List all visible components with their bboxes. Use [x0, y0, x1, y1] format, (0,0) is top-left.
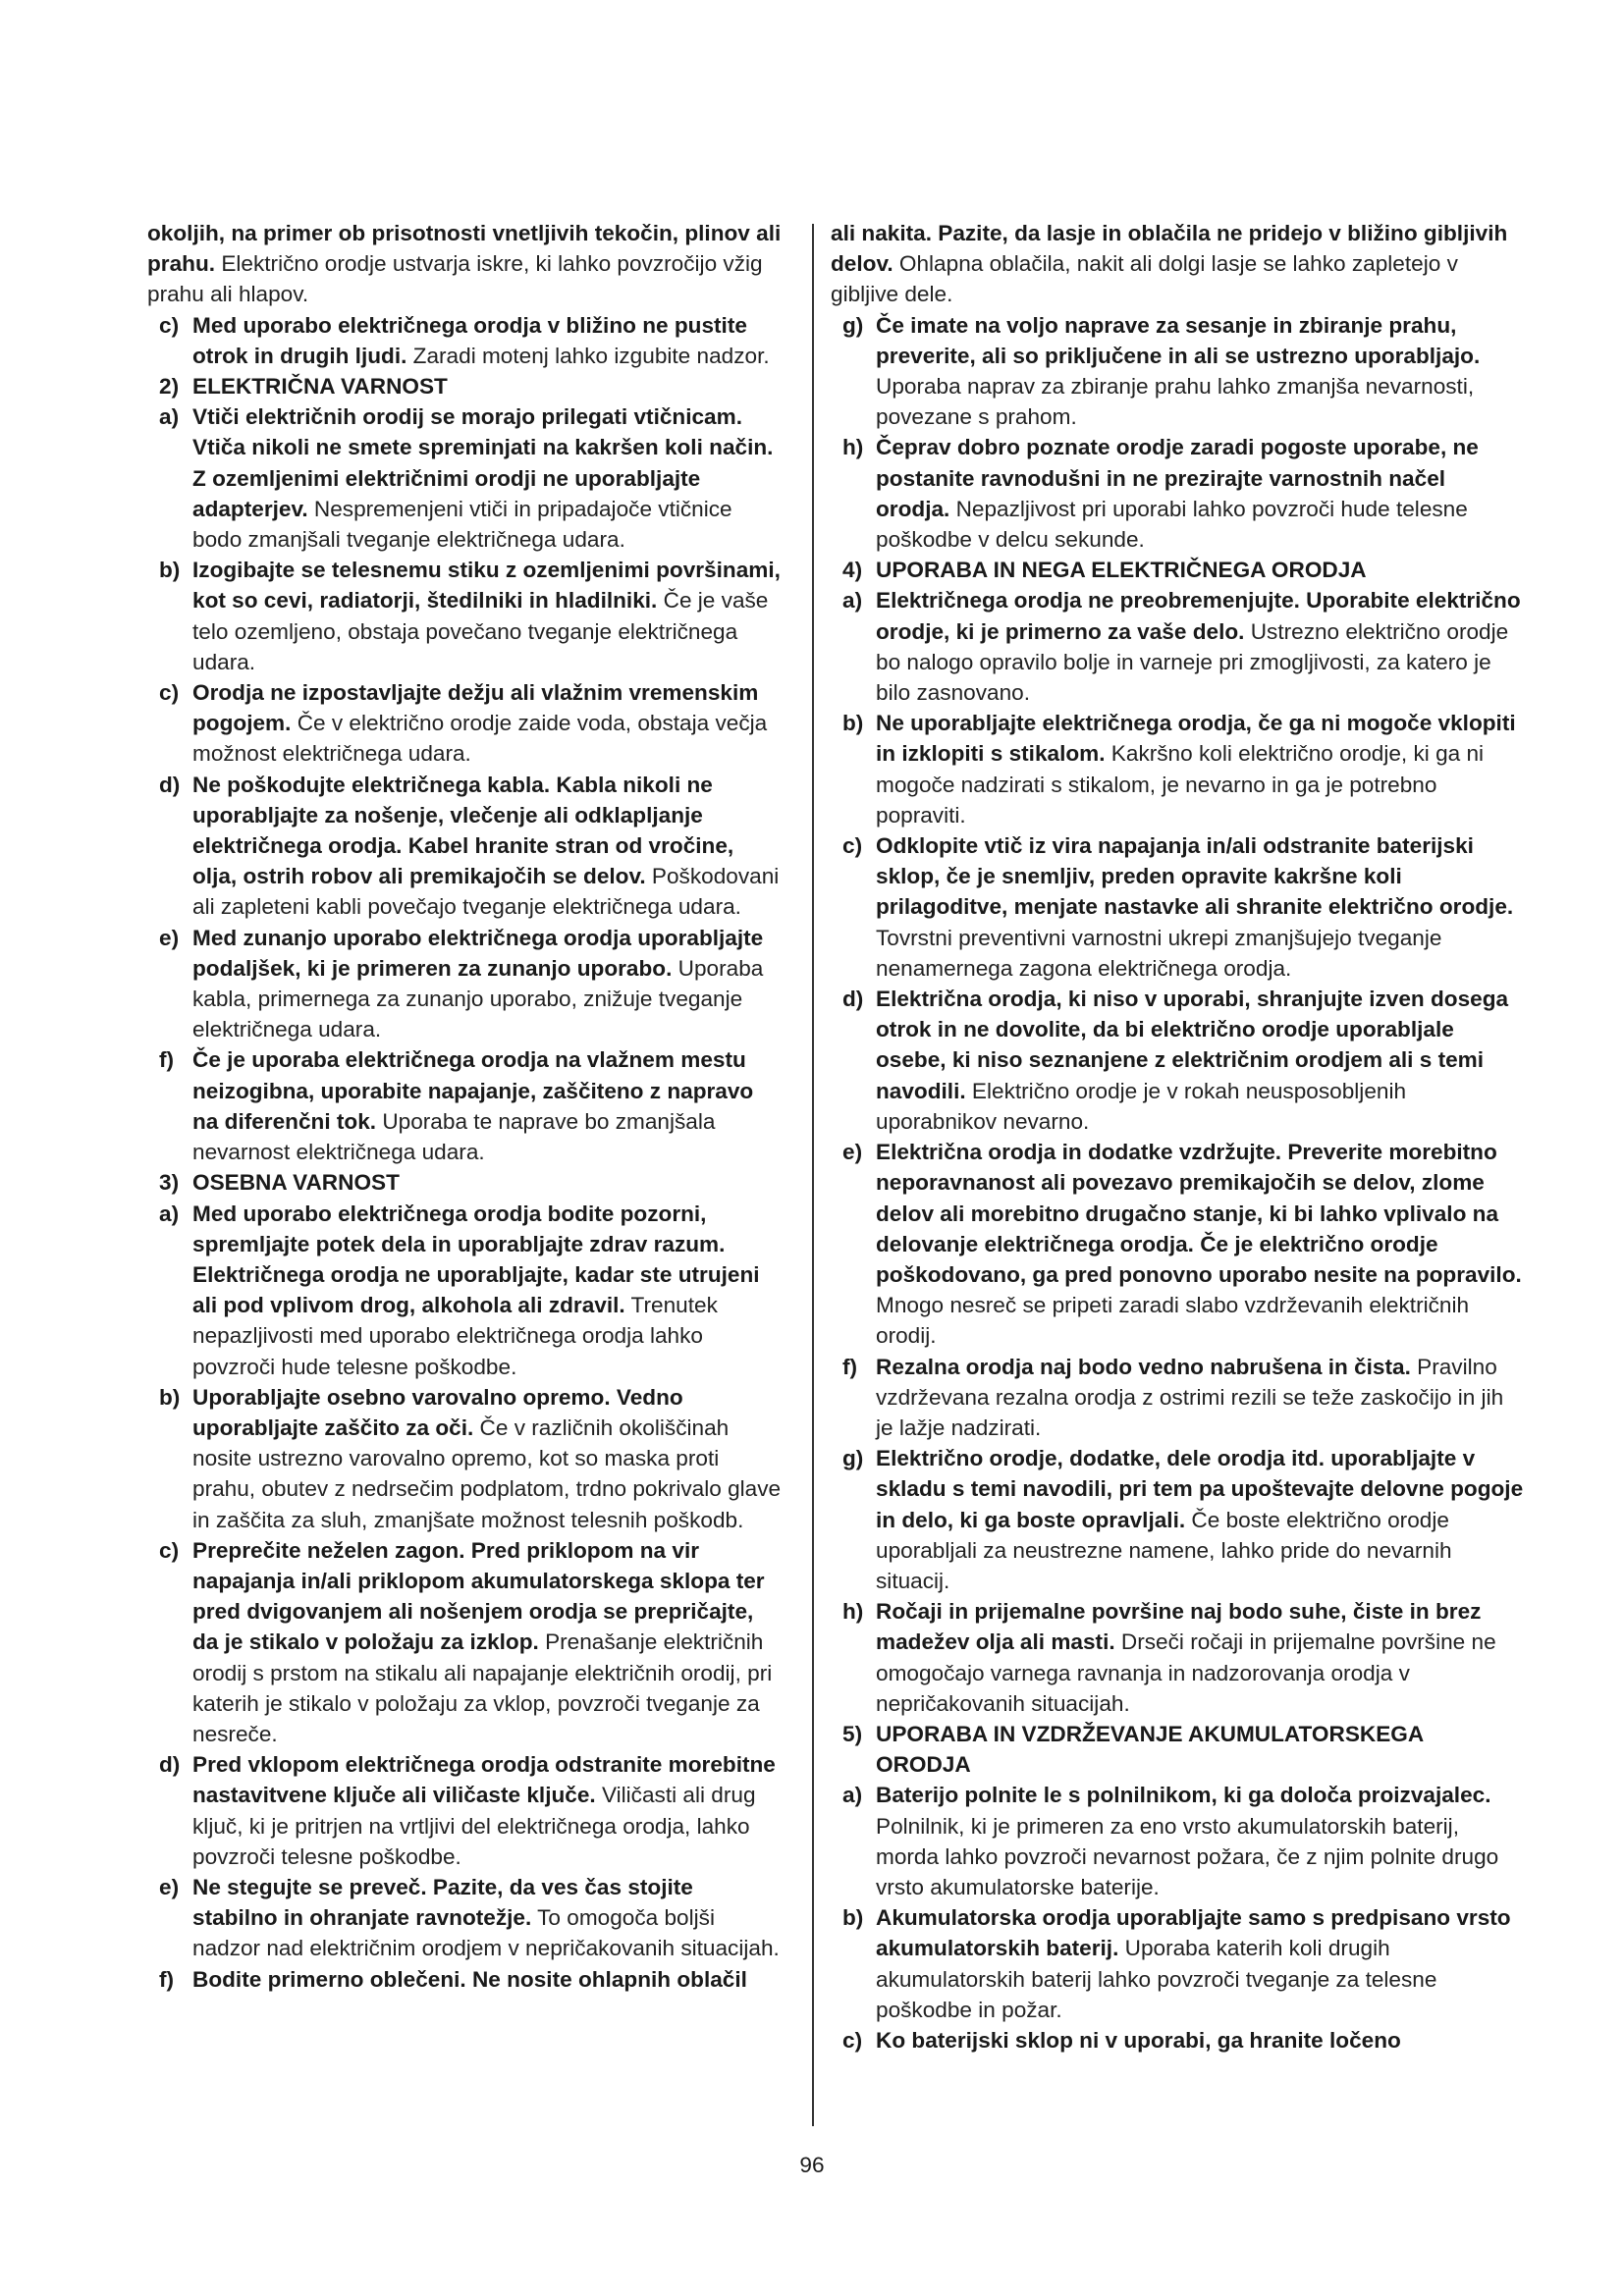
list-item — [831, 2025, 1524, 2056]
item-instruction: Električna orodja in dodatke vzdržujte. Preverite morebitno neporavnanost ali povezavo premikajočih se delov, zlome delov ali morebitno drugačno stanje, ki bi lahko vplivalo na delovanje električnega orodja. Če je električno orodje poškodovano, ga pred ponovno uporabo nesite na popravilo. — [876, 1140, 1522, 1287]
item-instruction: ali nakita. Pazite, da lasje in oblačila ne pridejo v bližino gibljivih delov. — [831, 221, 1508, 277]
item-label: h) — [842, 1599, 864, 1625]
item-explanation: Polnilnik, ki je primeren za eno vrsto akumulatorskih baterij, morda lahko povzroči nevarnost požara, če z njim polnite drugo vrsto akumulatorske baterije. — [876, 1813, 1499, 1899]
list-item — [147, 1199, 784, 1382]
item-instruction: Ročaji in prijemalne površine naj bodo suhe, čiste in brez madežev olja ali masti. — [876, 1599, 1482, 1655]
item-explanation: Ohlapna oblačila, nakit ali dolgi lasje se lahko zapletejo v gibljive dele. — [831, 251, 1458, 307]
item-instruction: Izogibajte se telesnemu stiku z ozemljenimi površinami, kot so cevi, radiatorji, štedilniki in hladilniki. — [192, 558, 781, 614]
item-explanation: Poškodovani ali zapleteni kabli povečajo tveganje električnega udara. — [192, 864, 780, 920]
column-divider — [812, 224, 814, 2126]
item-explanation: Če boste električno orodje uporabljali za neustrezne namene, lahko pride do nevarnih situacij. — [876, 1507, 1452, 1593]
item-explanation: Uporaba katerih koli drugih akumulatorskih baterij lahko povzroči tveganje za telesne poškodbe in požar. — [876, 1936, 1437, 2022]
item-explanation: Kakršno koli električno orodje, ki ga ni mogoče nadzirati s stikalom, je nevarno in ga je potrebno popraviti. — [876, 741, 1485, 828]
item-explanation: Nepazljivost pri uporabi lahko povzroči hude telesne poškodbe v delcu sekunde. — [876, 496, 1468, 553]
item-label: f) — [159, 1047, 175, 1073]
list-item — [831, 310, 1524, 433]
item-label: b) — [159, 1384, 181, 1410]
list-item — [147, 1382, 784, 1535]
item-instruction: Orodja ne izpostavljajte dežju ali vlažnim vremenskim pogojem. — [192, 680, 759, 736]
item-label: c) — [842, 2027, 863, 2053]
item-instruction: Pred vklopom električnega orodja odstranite morebitne nastavitvene ključe ali viličaste ključe. — [192, 1752, 776, 1808]
item-instruction: Med uporabo električnega orodja bodite pozorni, spremljajte potek dela in uporabljajte zdrav razum. Električnega orodja ne uporabljajte, kadar ste utrujeni ali pod vplivom drog, alkohola ali zdravil. — [192, 1201, 760, 1318]
item-instruction: Med uporabo električnega orodja v bližino ne pustite otrok in drugih ljudi. — [192, 312, 747, 368]
page-number: 96 — [799, 2153, 825, 2177]
list-item — [831, 432, 1524, 555]
item-label: c) — [159, 1537, 180, 1563]
item-label: a) — [159, 404, 180, 430]
item-instruction: Ne stegujte se preveč. Pazite, da ves čas stojite stabilno in ohranjate ravnotežje. — [192, 1874, 693, 1931]
item-label: b) — [842, 1905, 864, 1931]
item-instruction: Preprečite neželen zagon. Pred priklopom na vir napajanja in/ali priklopom akumulatorskega sklopa ter pred dvigovanjem ali nošenjem orodja se prepričajte, da je stikalo v položaju za izklop. — [192, 1537, 765, 1655]
item-instruction: Če je uporaba električnega orodja na vlažnem mestu neizogibna, uporabite napajanje, zaščiteno z napravo na diferenčni tok. — [192, 1047, 754, 1134]
section-heading — [147, 371, 784, 401]
item-explanation: Če v električno orodje zaide voda, obstaja večja možnost električnega udara. — [192, 711, 768, 767]
list-item — [147, 1872, 784, 1964]
item-explanation: Uporaba te naprave bo zmanjšala nevarnost električnega udara. — [192, 1108, 716, 1165]
item-label: a) — [159, 1201, 180, 1226]
item-label: e) — [842, 1140, 863, 1165]
item-explanation: Uporaba kabla, primernega za zunanjo uporabo, znižuje tveganje električnega udara. — [192, 955, 764, 1042]
list-item — [147, 770, 784, 923]
list-item — [831, 1780, 1524, 1902]
item-instruction: Električno orodje, dodatke, dele orodja itd. uporabljajte v skladu s temi navodili, pri tem pa upoštevajte delovne pogoje in delo, ki ga boste opravljali. — [876, 1446, 1524, 1532]
item-instruction: okoljih, na primer ob prisotnosti vnetljivih tekočin, plinov ali prahu. — [147, 221, 782, 277]
section-number: 2) — [159, 374, 180, 400]
section-number: 5) — [842, 1721, 863, 1746]
item-instruction: Ne uporabljajte električnega orodja, če ga ni mogoče vklopiti in izklopiti s stikalom. — [876, 711, 1516, 767]
section-title: OSEBNA VARNOST — [192, 1170, 400, 1196]
item-explanation: Trenutek nepazljivosti med uporabo električnega orodja lahko povzroči hude telesne poškodbe. — [192, 1293, 718, 1379]
section-heading — [831, 1719, 1524, 1780]
list-item — [831, 984, 1524, 1137]
list-item — [147, 1749, 784, 1872]
item-label: a) — [842, 588, 863, 614]
list-item — [831, 1352, 1524, 1444]
item-instruction: Baterijo polnite le s polnilnikom, ki ga določa proizvajalec. — [876, 1783, 1491, 1808]
item-label: e) — [159, 925, 180, 950]
list-item — [147, 310, 784, 371]
list-item — [147, 555, 784, 677]
item-explanation: Uporaba naprav za zbiranje prahu lahko zmanjša nevarnosti, povezane s prahom. — [876, 374, 1475, 430]
section-number: 4) — [842, 558, 863, 583]
list-item — [831, 1137, 1524, 1351]
list-item — [831, 218, 1524, 310]
section-title: UPORABA IN NEGA ELEKTRIČNEGA ORODJA — [876, 558, 1367, 583]
item-explanation: Če v različnih okoliščinah nosite ustrezno varovalno opremo, kot so maska proti prahu, obutev z nedrsečim podplatom, trdno pokrivalo glave in zaščita za sluh, zmanjšate možnost telesnih poškodb. — [192, 1415, 782, 1532]
list-item — [147, 1044, 784, 1167]
item-instruction: Električnega orodja ne preobremenjujte. Uporabite električno orodje, ki je primerno za vaše delo. — [876, 588, 1521, 644]
item-instruction: Če imate na voljo naprave za sesanje in zbiranje prahu, preverite, ali so priključene in ali se ustrezno uporabljajo. — [876, 312, 1481, 368]
item-explanation: Viličasti ali drug ključ, ki je pritrjen na vrtljivi del električnega orodja, lahko povzroči telesne poškodbe. — [192, 1783, 756, 1869]
item-label: e) — [159, 1874, 180, 1899]
list-item — [147, 401, 784, 555]
item-instruction: Akumulatorska orodja uporabljajte samo s predpisano vrsto akumulatorskih baterij. — [876, 1905, 1511, 1961]
item-explanation: Prenašanje električnih orodij s prstom na stikalu ali napajanje električnih orodij, pri katerih je stikalo v položaju za vklop, povzroči tveganje za nesreče. — [192, 1629, 773, 1746]
item-explanation: Ustrezno električno orodje bo nalogo opravilo bolje in varneje pri zmogljivosti, za katero je bilo zasnovano. — [876, 618, 1509, 706]
item-instruction: Električna orodja, ki niso v uporabi, shranjujte izven dosega otrok in ne dovolite, da bi električno orodje uporabljale osebe, ki niso seznanjene z električnim orodjem ali s temi navodili. — [876, 987, 1509, 1103]
item-label: f) — [159, 1966, 175, 1992]
item-label: c) — [159, 312, 180, 338]
item-instruction: Bodite primerno oblečeni. Ne nosite ohlapnih oblačil — [192, 1966, 747, 1992]
item-explanation: Električno orodje ustvarja iskre, ki lahko povzročijo vžig prahu ali hlapov. — [147, 251, 763, 307]
section-heading — [831, 555, 1524, 585]
item-explanation: Mnogo nesreč se pripeti zaradi slabo vzdrževanih električnih orodij. — [876, 1293, 1470, 1349]
item-label: f) — [842, 1354, 858, 1379]
item-label: b) — [842, 711, 864, 736]
item-label: d) — [159, 1752, 181, 1778]
item-instruction: Rezalna orodja naj bodo vedno nabrušena in čista. — [876, 1354, 1411, 1379]
item-label: a) — [842, 1783, 863, 1808]
item-label: g) — [842, 1446, 864, 1471]
item-explanation: Nespremenjeni vtiči in pripadajoče vtičnice bodo zmanjšali tveganje električnega udara. — [192, 496, 732, 553]
item-label: c) — [159, 680, 180, 706]
section-number: 3) — [159, 1170, 180, 1196]
item-label: b) — [159, 558, 181, 583]
item-explanation: To omogoča boljši nadzor nad električnim orodjem v nepričakovanih situacijah. — [192, 1905, 780, 1961]
left-column — [147, 218, 784, 1995]
item-label: d) — [842, 987, 864, 1012]
item-explanation: Če je vaše telo ozemljeno, obstaja povečano tveganje električnega udara. — [192, 588, 769, 674]
list-item — [831, 830, 1524, 984]
item-explanation: Električno orodje je v rokah neusposobljenih uporabnikov nevarno. — [876, 1078, 1407, 1134]
item-label: c) — [842, 833, 863, 859]
section-title: UPORABA IN VZDRŽEVANJE AKUMULATORSKEGA ORODJA — [876, 1721, 1424, 1778]
item-explanation: Zaradi motenj lahko izgubite nadzor. — [406, 343, 770, 368]
section-heading — [147, 1167, 784, 1198]
item-label: h) — [842, 435, 864, 460]
item-instruction: Vtiči električnih orodij se morajo prilegati vtičnicam. Vtiča nikoli ne smete spreminjati na kakršen koli način. Z ozemljenimi električnimi orodji ne uporabljajte adapterjev. — [192, 404, 774, 521]
list-item — [831, 708, 1524, 830]
right-column — [831, 218, 1524, 2056]
item-instruction: Ko baterijski sklop ni v uporabi, ga hranite ločeno — [876, 2027, 1401, 2053]
item-label: d) — [159, 772, 181, 797]
list-item — [831, 585, 1524, 708]
item-instruction: Uporabljajte osebno varovalno opremo. Vedno uporabljajte zaščito za oči. — [192, 1384, 683, 1440]
list-item — [147, 923, 784, 1045]
item-explanation: Drseči ročaji in prijemalne površine ne omogočajo varnega ravnanja in nadzorovanja orodja v nepričakovanih situacijah. — [876, 1629, 1496, 1716]
item-instruction: Čeprav dobro poznate orodje zaradi pogoste uporabe, ne postanite ravnodušni in ne prezirajte varnostnih načel orodja. — [876, 435, 1479, 521]
item-label: g) — [842, 312, 864, 338]
item-instruction: Odklopite vtič iz vira napajanja in/ali odstranite baterijski sklop, če je snemljiv, preden opravite kakršne koli prilagoditve, menjate nastavke ali shranite električno orodje. — [876, 833, 1514, 920]
item-instruction: Med zunanjo uporabo električnega orodja uporabljajte podaljšek, ki je primeren za zunanjo uporabo. — [192, 925, 764, 981]
list-item — [147, 1535, 784, 1749]
list-item — [147, 677, 784, 770]
list-item — [831, 1902, 1524, 2025]
list-item — [147, 218, 784, 310]
item-explanation: Pravilno vzdrževana rezalna orodja z ostrimi rezili se teže zaskočijo in jih je lažje nadzirati. — [876, 1354, 1504, 1440]
list-item — [831, 1443, 1524, 1596]
list-item — [831, 1596, 1524, 1719]
list-item — [147, 1964, 784, 1995]
section-title: ELEKTRIČNA VARNOST — [192, 374, 448, 400]
item-explanation: Tovrstni preventivni varnostni ukrepi zmanjšujejo tveganje nenamernega zagona električnega orodja. — [876, 925, 1442, 981]
item-instruction: Ne poškodujte električnega kabla. Kabla nikoli ne uporabljajte za nošenje, vlečenje ali odklapljanje električnega orodja. Kabel hranite stran od vročine, olja, ostrih robov ali premikajočih se delov. — [192, 772, 734, 889]
